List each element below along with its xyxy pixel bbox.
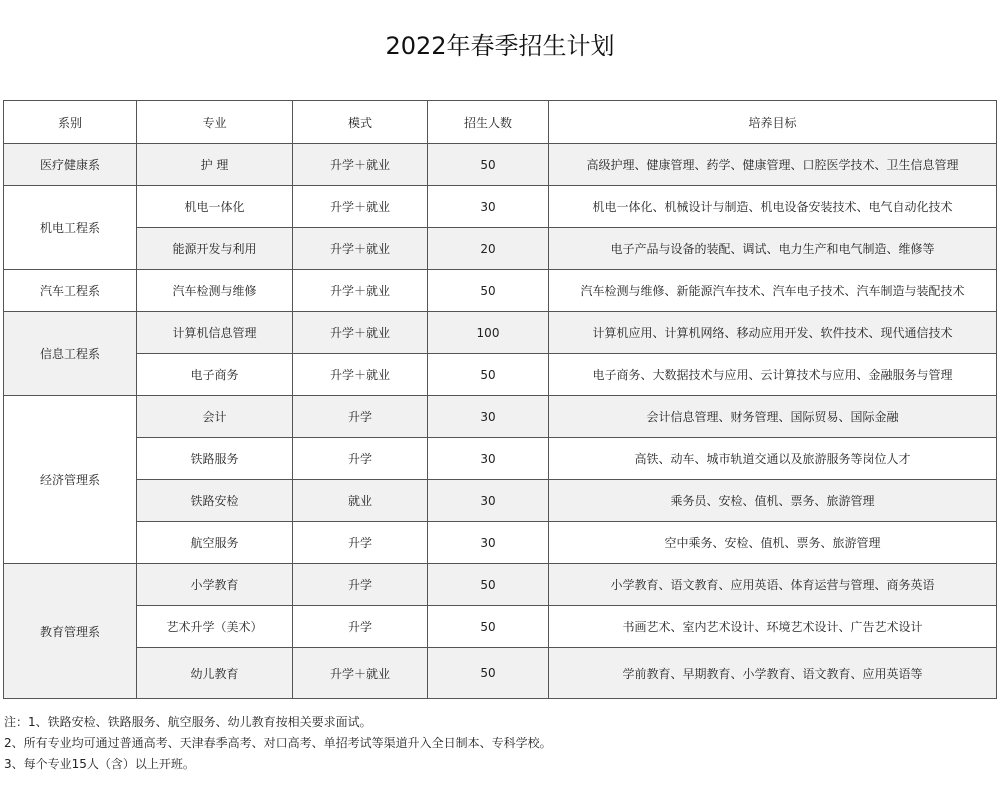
goal-cell: 电子商务、大数据技术与应用、云计算技术与应用、金融服务与管理 [549,354,997,396]
goal-cell: 乘务员、安检、值机、票务、旅游管理 [549,480,997,522]
table-row [4,480,997,522]
major-cell: 铁路安检 [137,480,293,522]
goal-cell: 高级护理、健康管理、药学、健康管理、口腔医学技术、卫生信息管理 [549,144,997,186]
mode-cell: 升学 [293,606,428,648]
count-cell: 30 [428,522,549,564]
count-cell: 50 [428,270,549,312]
count-cell: 30 [428,438,549,480]
goal-cell: 会计信息管理、财务管理、国际贸易、国际金融 [549,396,997,438]
table-row [4,396,997,438]
header-department: 系别 [4,101,137,144]
mode-cell: 就业 [293,480,428,522]
header-training-goal: 培养目标 [549,101,997,144]
enrollment-plan-table [3,100,997,699]
major-cell: 汽车检测与维修 [137,270,293,312]
table-row [4,228,997,270]
mode-cell: 升学＋就业 [293,312,428,354]
major-cell: 机电一体化 [137,186,293,228]
major-cell: 电子商务 [137,354,293,396]
table-header-row [4,101,997,144]
goal-cell: 电子产品与设备的装配、调试、电力生产和电气制造、维修等 [549,228,997,270]
major-cell: 护 理 [137,144,293,186]
major-cell: 艺术升学（美术） [137,606,293,648]
major-cell: 能源开发与利用 [137,228,293,270]
header-major: 专业 [137,101,293,144]
department-cell: 机电工程系 [4,186,137,270]
mode-cell: 升学＋就业 [293,354,428,396]
note-line: 2、所有专业均可通过普通高考、天津春季高考、对口高考、单招考试等渠道升入全日制本、专科学校。 [4,736,552,750]
table-row [4,648,997,699]
count-cell: 30 [428,186,549,228]
count-cell: 30 [428,480,549,522]
goal-cell: 小学教育、语文教育、应用英语、体育运营与管理、商务英语 [549,564,997,606]
table-row [4,144,997,186]
table-row [4,564,997,606]
table-row [4,186,997,228]
header-enrollment-count: 招生人数 [428,101,549,144]
department-cell: 汽车工程系 [4,270,137,312]
mode-cell: 升学＋就业 [293,228,428,270]
table-row [4,522,997,564]
mode-cell: 升学＋就业 [293,144,428,186]
department-cell: 信息工程系 [4,312,137,396]
count-cell: 30 [428,396,549,438]
mode-cell: 升学＋就业 [293,270,428,312]
note-line: 3、每个专业15人（含）以上开班。 [4,757,195,771]
goal-cell: 空中乘务、安检、值机、票务、旅游管理 [549,522,997,564]
major-cell: 航空服务 [137,522,293,564]
department-cell: 医疗健康系 [4,144,137,186]
count-cell: 50 [428,606,549,648]
count-cell: 50 [428,144,549,186]
department-cell: 教育管理系 [4,564,137,699]
table-row [4,312,997,354]
note-line: 注：1、铁路安检、铁路服务、航空服务、幼儿教育按相关要求面试。 [4,715,372,729]
footnotes [4,712,552,775]
mode-cell: 升学＋就业 [293,648,428,699]
major-cell: 铁路服务 [137,438,293,480]
mode-cell: 升学 [293,564,428,606]
mode-cell: 升学 [293,522,428,564]
header-mode: 模式 [293,101,428,144]
count-cell: 50 [428,648,549,699]
mode-cell: 升学 [293,438,428,480]
goal-cell: 高铁、动车、城市轨道交通以及旅游服务等岗位人才 [549,438,997,480]
goal-cell: 计算机应用、计算机网络、移动应用开发、软件技术、现代通信技术 [549,312,997,354]
count-cell: 100 [428,312,549,354]
goal-cell: 机电一体化、机械设计与制造、机电设备安装技术、电气自动化技术 [549,186,997,228]
table-row [4,270,997,312]
major-cell: 小学教育 [137,564,293,606]
major-cell: 幼儿教育 [137,648,293,699]
table-row [4,606,997,648]
mode-cell: 升学＋就业 [293,186,428,228]
count-cell: 50 [428,354,549,396]
page-title: 2022年春季招生计划 [385,32,615,60]
mode-cell: 升学 [293,396,428,438]
department-cell: 经济管理系 [4,396,137,564]
major-cell: 计算机信息管理 [137,312,293,354]
table-row [4,354,997,396]
goal-cell: 学前教育、早期教育、小学教育、语文教育、应用英语等 [549,648,997,699]
major-cell: 会计 [137,396,293,438]
goal-cell: 汽车检测与维修、新能源汽车技术、汽车电子技术、汽车制造与装配技术 [549,270,997,312]
count-cell: 20 [428,228,549,270]
table-row [4,438,997,480]
count-cell: 50 [428,564,549,606]
goal-cell: 书画艺术、室内艺术设计、环境艺术设计、广告艺术设计 [549,606,997,648]
